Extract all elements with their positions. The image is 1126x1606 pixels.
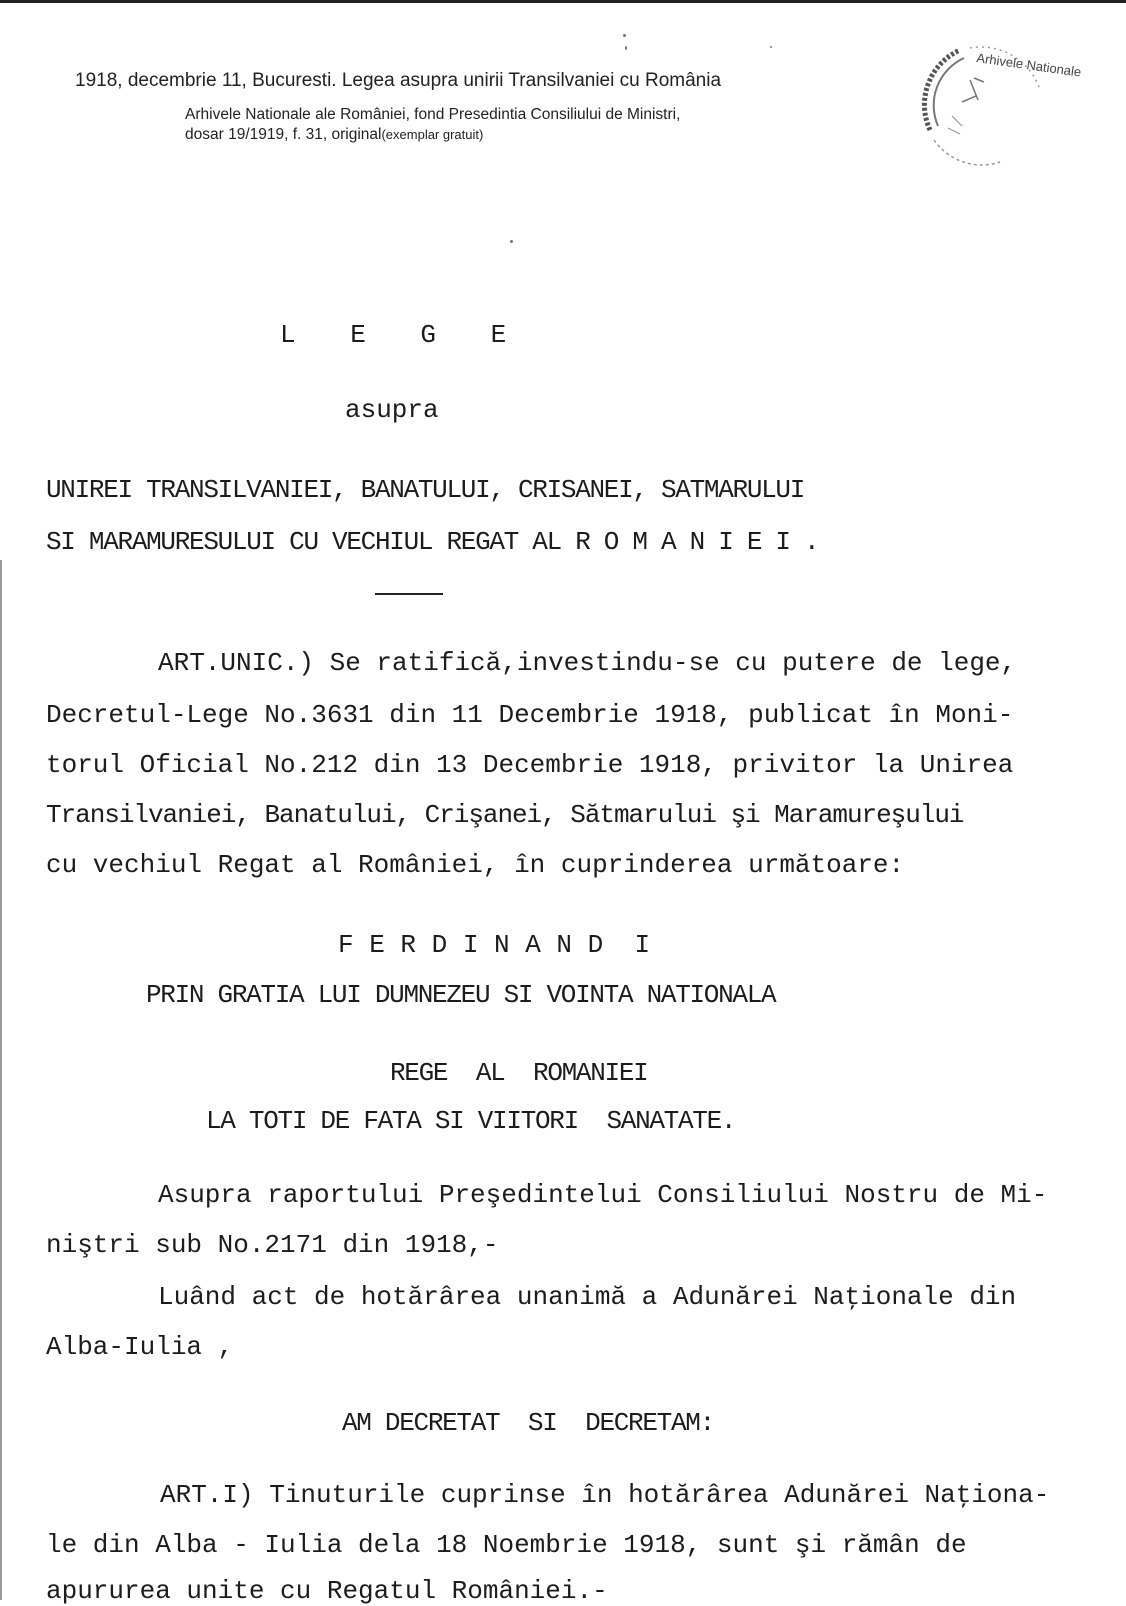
archive-source-line-2	[185, 126, 483, 144]
king-title-line-1: PRIN GRATIA LUI DUMNEZEU SI VOINTA NATIONALA	[146, 980, 776, 1010]
page-left-edge	[0, 560, 2, 1600]
act-line-2: Alba-Iulia ,	[46, 1332, 234, 1362]
archive-source-text: dosar 19/1919, f. 31, original	[185, 126, 382, 143]
art-unic-line-2: Decretul-Lege No.3631 din 11 Decembrie 1918, publicat în Moni-	[46, 700, 1014, 730]
king-title-line-2: REGE AL ROMANIEI	[390, 1058, 648, 1088]
art-1-line-3: apururea unite cu Regatul României.-	[46, 1576, 608, 1606]
decree-formula: AM DECRETAT SI DECRETAM:	[342, 1408, 714, 1438]
art-unic-line-1: ART.UNIC.) Se ratifică,investindu-se cu putere de lege,	[158, 648, 1017, 678]
page-top-border	[0, 0, 1126, 3]
report-line-2: niştri sub No.2171 din 1918,-	[46, 1230, 499, 1260]
art-1-line-2: le din Alba - Iulia dela 18 Noembrie 1918, sunt şi rămân de	[46, 1530, 967, 1560]
archive-source-note: (exemplar gratuit)	[381, 127, 484, 142]
art-1-line-1: ART.I) Tinuturile cuprinse în hotărârea Adunărei Naţiona-	[160, 1480, 1050, 1510]
archive-source-line-1: Arhivele Nationale ale României, fond Presedintia Consiliului de Ministri,	[185, 106, 681, 123]
art-unic-line-4: Transilvaniei, Banatului, Crişanei, Sătmarului şi Maramureşului	[46, 800, 964, 830]
king-name: F E R D I N A N D I	[338, 930, 651, 960]
archive-stamp-icon	[900, 30, 1083, 170]
royal-greeting: LA TOTI DE FATA SI VIITORI SANATATE.	[206, 1106, 736, 1136]
scan-speck	[625, 46, 627, 50]
scan-speck	[623, 34, 626, 37]
art-unic-line-3: torul Oficial No.212 din 13 Decembrie 1918, privitor la Unirea	[46, 750, 1014, 780]
law-subheading: asupra	[345, 395, 439, 425]
report-line-1: Asupra raportului Preşedintelui Consiliului Nostru de Mi-	[158, 1180, 1048, 1210]
document-caption: 1918, decembrie 11, Bucuresti. Legea asupra unirii Transilvaniei cu România	[75, 70, 722, 91]
act-line-1: Luând act de hotărârea unanimă a Adunărei Naţionale din	[158, 1282, 1017, 1312]
section-divider	[375, 593, 443, 595]
law-subject-line-1: UNIREI TRANSILVANIEI, BANATULUI, CRISANEI, SATMARULUI	[46, 475, 805, 505]
law-subject-line-2: SI MARAMURESULUI CU VECHIUL REGAT AL R O M A N I E I .	[46, 527, 819, 557]
scan-speck	[510, 240, 513, 243]
law-heading: L E G E	[280, 320, 526, 350]
scan-speck	[770, 46, 772, 48]
stamp-text: Arhivele Nationale	[975, 50, 1083, 80]
art-unic-line-5: cu vechiul Regat al României, în cuprinderea următoare:	[46, 850, 905, 880]
